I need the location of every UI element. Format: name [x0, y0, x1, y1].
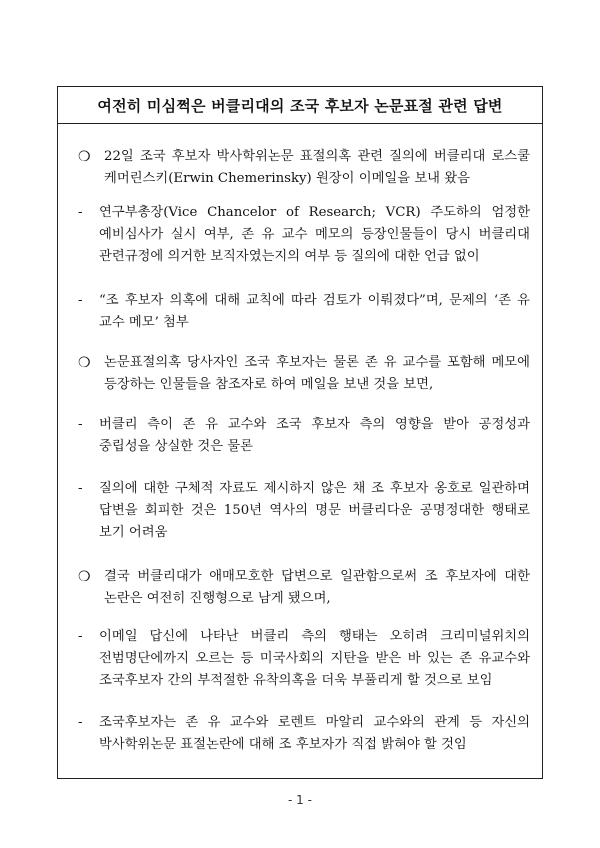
dash-marker: - — [78, 481, 83, 496]
bullet-text: 22일 조국 후보자 박사학위논문 표절의혹 관련 질의에 버클리대 로스쿨 케머린스키(Erwin Chemerinsky) 원장이 이메일을 보내 왔음 — [104, 149, 530, 186]
dash-marker: - — [78, 715, 83, 730]
dash-item — [78, 202, 530, 268]
bullet-text: 논문표절의혹 당사자인 조국 후보자는 물론 존 유 교수를 포함해 메모에 등장하는 인물들을 참조자로 하여 메일을 보낸 것을 보면, — [104, 355, 530, 392]
dash-text: 버클리 측이 존 유 교수와 조국 후보자 측의 영향을 받아 공정성과 중립성을 상실한 것은 물론 — [99, 417, 530, 454]
dash-text: “조 후보자 의혹에 대해 교칙에 따라 검토가 이뤄졌다”며, 문제의 ‘존 유 교수 메모’ 첨부 — [99, 293, 530, 330]
dash-text: 연구부총장(Vice Chancelor of Research; VCR) 주도하의 엄정한 예비심사가 실시 여부, 존 유 교수 메모의 등장인물들이 당시 버클리대 관련규정에 의거한 보직자였는지의 여부 등 질의에 대한 언급 없이 — [99, 205, 530, 264]
dash-marker: - — [78, 205, 83, 220]
content-box — [57, 124, 543, 779]
dash-text: 질의에 대한 구체적 자료도 제시하지 않은 채 조 후보자 옹호로 일관하며 답변을 회피한 것은 150년 역사의 명문 버클리다운 공명정대한 행태로 보기 어려움 — [99, 481, 530, 540]
page-title: 여전히 미심쩍은 버클리대의 조국 후보자 논문표절 관련 답변 — [97, 96, 503, 115]
circle-bullet-icon: ❍ — [78, 149, 91, 165]
dash-item — [78, 290, 530, 334]
dash-item — [78, 626, 530, 692]
dash-item — [78, 478, 530, 544]
circle-bullet-icon: ❍ — [78, 569, 91, 585]
dash-marker: - — [78, 629, 83, 644]
dash-marker: - — [78, 417, 83, 432]
dash-item — [78, 414, 530, 458]
bullet-item — [78, 566, 530, 610]
dash-text: 조국후보자는 존 유 교수와 로렌트 마알리 교수와의 관계 등 자신의 박사학위논문 표절논란에 대해 조 후보자가 직접 밝혀야 할 것임 — [99, 715, 530, 752]
dash-item — [78, 712, 530, 756]
bullet-item — [78, 146, 530, 190]
dash-marker: - — [78, 293, 83, 308]
bullet-text: 결국 버클리대가 애매모호한 답변으로 일관함으로써 조 후보자에 대한 논란은 여전히 진행형으로 남게 됐으며, — [104, 569, 530, 606]
page-number: - 1 - — [288, 793, 312, 807]
circle-bullet-icon: ❍ — [78, 355, 91, 371]
bullet-item — [78, 352, 530, 396]
title-box — [57, 86, 543, 124]
dash-text: 이메일 답신에 나타난 버클리 측의 행태는 오히려 크리미널위치의 전범명단에까지 오르는 등 미국사회의 지탄을 받은 바 있는 존 유교수와 조국후보자 간의 부적절한 유착의혹을 더욱 부풀리게 할 것으로 보임 — [99, 629, 530, 688]
